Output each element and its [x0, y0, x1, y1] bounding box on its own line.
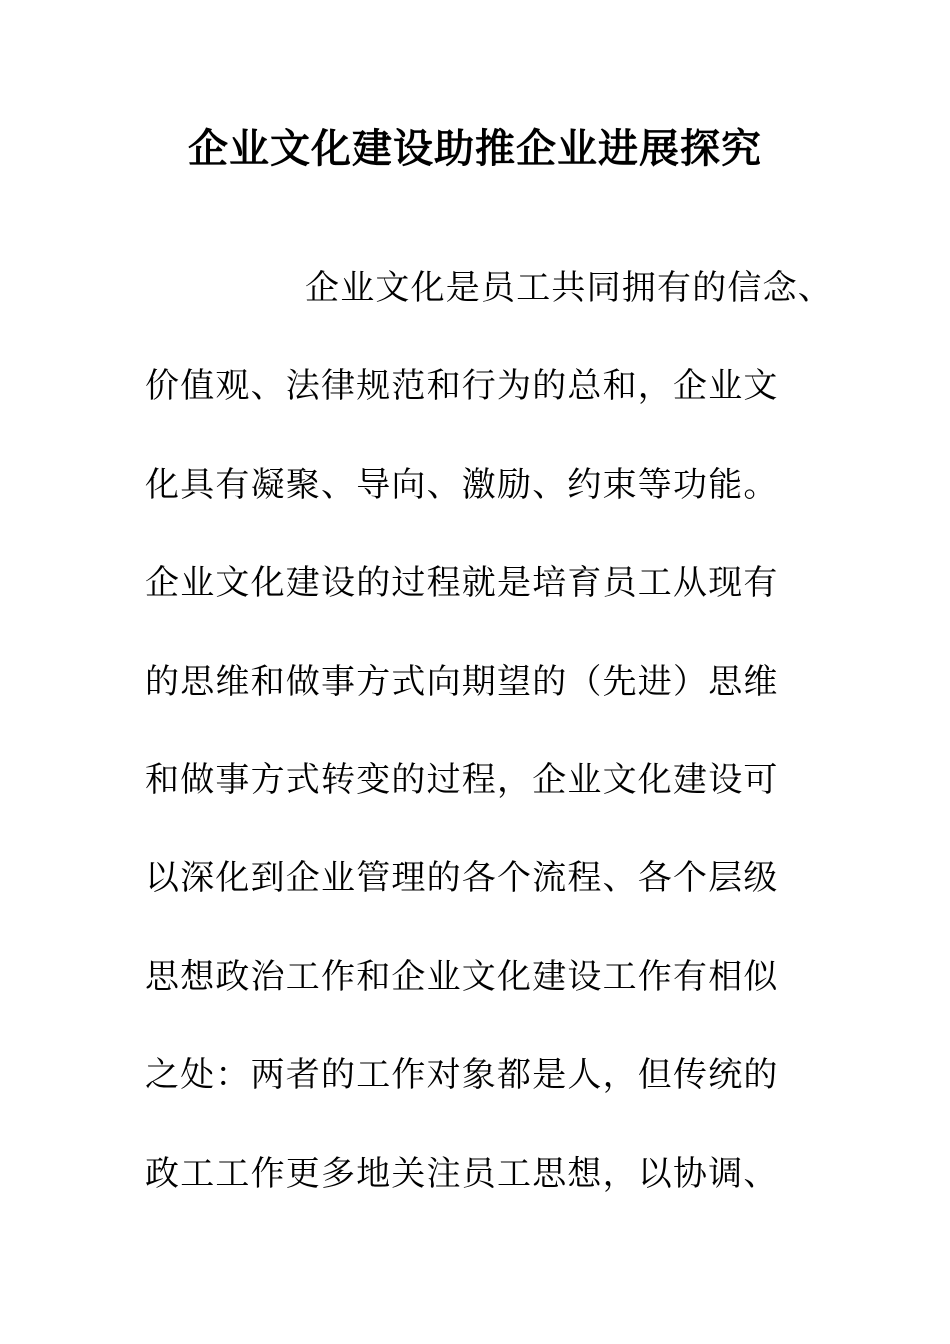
- paragraph-line: 思想政治工作和企业文化建设工作有相似: [145, 957, 779, 997]
- paragraph-line: 的思维和做事方式向期望的（先进）思维: [145, 662, 779, 702]
- paragraph-line: 化具有凝聚、导向、激励、约束等功能。: [145, 465, 779, 505]
- paragraph-line: 企业文化建设的过程就是培育员工从现有: [145, 563, 779, 603]
- document-title: 企业文化建设助推企业进展探究: [188, 125, 762, 172]
- paragraph-line: 以深化到企业管理的各个流程、各个层级: [145, 858, 779, 898]
- paragraph-line: 政工工作更多地关注员工思想，以协调、: [145, 1154, 779, 1194]
- paragraph-line: 之处：两者的工作对象都是人，但传统的: [145, 1055, 779, 1095]
- paragraph-line: 和做事方式转变的过程，企业文化建设可: [145, 760, 779, 800]
- paragraph-line: 价值观、法律规范和行为的总和，企业文: [145, 366, 779, 406]
- paragraph-line: 企业文化是员工共同拥有的信念、: [305, 268, 833, 308]
